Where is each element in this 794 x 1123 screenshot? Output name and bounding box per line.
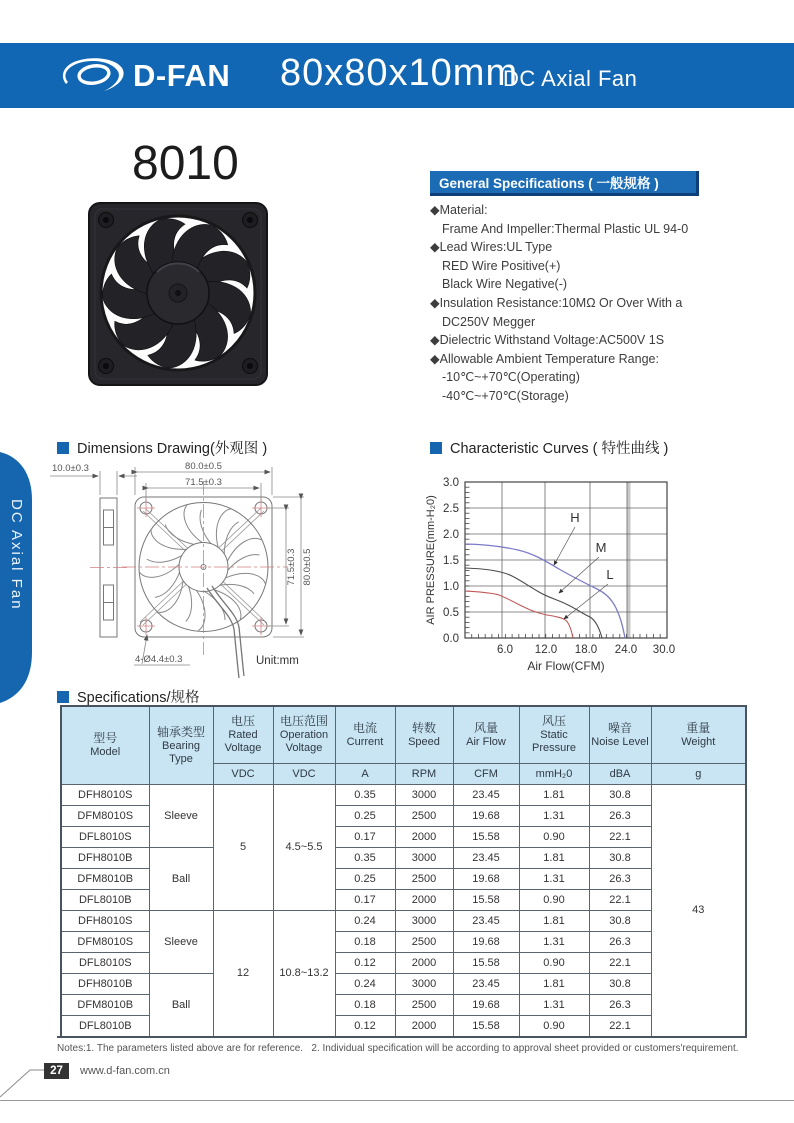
table-row: DFM8010S 0.18 2500 19.68 1.31 26.3 [61, 931, 746, 952]
website-text: www.d-fan.com.cn [80, 1065, 170, 1077]
col-header-weight: 重量 Weight [651, 706, 746, 763]
dimensions-section-heading: Dimensions Drawing(外观图 ) [57, 437, 267, 458]
fan-product-photo [86, 198, 272, 390]
table-row: DFH8010S Sleeve 5 4.5~5.5 0.35 3000 23.45 1.81 30.8 43 [61, 784, 746, 805]
svg-text:24.0: 24.0 [614, 644, 638, 656]
page-title-type: DC Axial Fan [503, 66, 638, 91]
svg-text:2.0: 2.0 [443, 529, 459, 541]
specifications-table [60, 705, 747, 1038]
curves-section-heading: Characteristic Curves ( 特性曲线 ) [430, 437, 668, 458]
svg-text:3.0: 3.0 [443, 477, 459, 489]
spec-line: Frame And Impeller:Thermal Plastic UL 94-0 [442, 221, 689, 236]
spec-line: DC250V Megger [442, 314, 536, 329]
svg-text:12.0: 12.0 [534, 644, 558, 656]
dim-holes-label: 4-Ø4.4±0.3 [135, 654, 183, 665]
table-row: DFL8010B 0.12 2000 15.58 0.90 22.1 [61, 1015, 746, 1037]
page-number-badge: 27 [44, 1063, 69, 1079]
table-row: DFH8010S Sleeve 12 10.8~13.2 0.24 3000 23.45 1.81 30.8 [61, 910, 746, 931]
section-bullet-square [57, 442, 69, 454]
header-bar [0, 43, 794, 108]
col-header-operation-voltage: 电压范围 Operation Voltage [273, 706, 335, 763]
side-tab-label: DC Axial Fan [8, 499, 25, 611]
curve-label-H: H [570, 510, 580, 525]
col-header-noise: 噪音 Noise Level [589, 706, 651, 763]
spec-line: ◆Insulation Resistance:10MΩ Or Over With a [430, 295, 683, 310]
col-header-bearing: 轴承类型 Bearing Type [149, 706, 213, 784]
col-header-model: 型号 Model [61, 706, 149, 784]
y-axis-minor-ticks [465, 482, 470, 633]
svg-text:1.5: 1.5 [443, 555, 459, 567]
svg-text:30.0: 30.0 [652, 644, 676, 656]
svg-text:0.0: 0.0 [443, 633, 459, 645]
brand-name: D-FAN [133, 58, 231, 93]
table-row: DFM8010B 0.25 2500 19.68 1.31 26.3 [61, 868, 746, 889]
dim-thickness-label: 10.0±0.3 [52, 463, 89, 474]
spec-table-section-heading: Specifications/规格 [57, 686, 200, 707]
dim-hole-pitch-label: 71.5±0.3 [185, 477, 222, 488]
unit-noise: dBA [589, 763, 651, 784]
table-row: DFL8010B 0.17 2000 15.58 0.90 22.1 [61, 889, 746, 910]
unit-current: A [335, 763, 395, 784]
unit-operation-voltage: VDC [273, 763, 335, 784]
spec-line: -10℃~+70℃(Operating) [442, 370, 580, 385]
section-bullet-square [430, 442, 442, 454]
table-row: DFL8010S 0.12 2000 15.58 0.90 22.1 [61, 952, 746, 973]
spec-line: ◆Allowable Ambient Temperature Range: [430, 351, 659, 366]
dim-width-label: 80.0±0.5 [185, 461, 222, 472]
page-title-size: 80x80x10mm [280, 52, 519, 94]
svg-text:18.0: 18.0 [574, 644, 598, 656]
svg-text:1.0: 1.0 [443, 581, 459, 593]
spec-line: Black Wire Negative(-) [442, 277, 568, 292]
svg-text:6.0: 6.0 [497, 644, 513, 656]
dim-height-label: 80.0±0.5 [302, 548, 313, 586]
x-axis-title: Air Flow(CFM) [527, 659, 605, 673]
spec-line: RED Wire Positive(+) [442, 258, 561, 273]
y-axis-title: AIR PRESSURE(mm-H₂0) [425, 495, 437, 625]
table-row: DFL8010S 0.17 2000 15.58 0.90 22.1 [61, 826, 746, 847]
general-specs-title-bar: General Specifications ( 一般规格 ) [430, 171, 699, 196]
spec-line: ◆Material: [430, 203, 488, 217]
table-row: DFH8010B Ball 0.35 3000 23.45 1.81 30.8 [61, 847, 746, 868]
spec-line: -40℃~+70℃(Storage) [442, 388, 569, 403]
col-header-current: 电流 Current [335, 706, 395, 763]
spec-line: ◆Lead Wires:UL Type [430, 240, 553, 255]
table-row: DFM8010S 0.25 2500 19.68 1.31 26.3 [61, 805, 746, 826]
brand-logo [58, 53, 230, 99]
col-header-rated-voltage: 电压 Rated Voltage [213, 706, 273, 763]
unit-speed: RPM [395, 763, 453, 784]
model-number-title: 8010 [132, 137, 239, 190]
curve-label-L: L [606, 567, 614, 582]
notes-text: Notes:1. The parameters listed above are for reference. 2. Individual specification will be according to approval sheet provided or customers'requirement. [57, 1043, 739, 1054]
curve-label-M: M [595, 540, 607, 555]
notes-divider [57, 1036, 745, 1038]
svg-text:2.5: 2.5 [443, 503, 459, 515]
footer-corner-line [0, 1060, 50, 1105]
table-row: DFH8010B Ball 0.24 3000 23.45 1.81 30.8 [61, 973, 746, 994]
unit-pressure: mmH₂0 [519, 763, 589, 784]
curve-L [465, 591, 573, 638]
unit-label: Unit:mm [256, 655, 299, 667]
svg-text:0.5: 0.5 [443, 607, 459, 619]
col-header-speed: 转数 Speed [395, 706, 453, 763]
general-specs-list [430, 201, 750, 406]
unit-rated-voltage: VDC [213, 763, 273, 784]
col-header-airflow: 风量 Air Flow [453, 706, 519, 763]
spec-line: ◆Dielectric Withstand Voltage:AC500V 1S [430, 333, 665, 348]
fan-swoosh-logo-icon [58, 53, 130, 99]
dimensions-drawing [40, 455, 410, 690]
table-row: DFM8010B 0.18 2500 19.68 1.31 26.3 [61, 994, 746, 1015]
section-bullet-square [57, 691, 69, 703]
bottom-rule [0, 1100, 794, 1101]
dim-hole-pitch-v-label: 71.5±0.3 [286, 548, 297, 586]
unit-weight: g [651, 763, 746, 784]
unit-airflow: CFM [453, 763, 519, 784]
col-header-static-pressure: 风压 Static Pressure [519, 706, 589, 763]
characteristic-curves-chart [423, 462, 715, 676]
curve-M [465, 568, 602, 638]
